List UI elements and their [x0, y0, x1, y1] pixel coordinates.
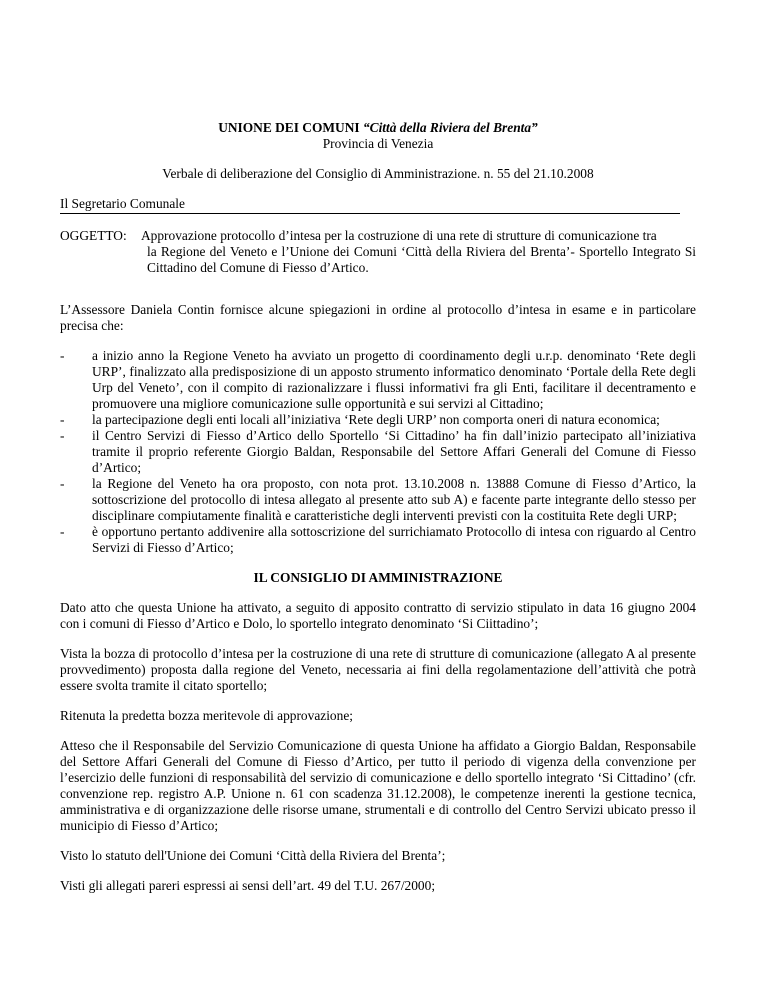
list-item: - il Centro Servizi di Fiesso d’Artico dello Sportello ‘Si Cittadino’ ha fin dall’inizio partecipato all’iniziativa tramite il proprio referente Giorgio Baldan, Responsabile del Settore Affari Generali del Comune di Fiesso d’Artico;: [60, 428, 696, 475]
verbale-line: Verbale di deliberazione del Consiglio di Amministrazione. n. 55 del 21.10.2008: [162, 166, 594, 181]
paragraph: Atteso che il Responsabile del Servizio Comunicazione di questa Unione ha affidato a Giorgio Baldan, Responsabile del Settore Affari Generali del Comune di Fiesso d’Artico, per tutto il periodo di vigenza della convenzione per l’esercizio delle funzioni di responsabilità del servizio di comunicazione e dello sportello integrato ‘Si Cittadino’ (cfr. convenzione rep. registro A.P. Unione n. 61 con scadenza 31.12.2008), le competenze inerenti la gestione tecnica, amministrativa e di organizzazione delle risorse umane, strumentali e di controllo del Centro Servizi ubicato presso il municipio di Fiesso d’Artico;: [60, 738, 696, 833]
list-item: - la Regione del Veneto ha ora proposto, con nota prot. 13.10.2008 n. 13888 Comune di Fiesso d’Artico, la sottoscrizione del protocollo di intesa allegato al presente atto sub A) e facente parte integrante dello stesso per disciplinare compiutamente finalità e caratteristiche degli interventi previsti con la costituita Rete degli URP;: [60, 476, 696, 523]
paragraph: Dato atto che questa Unione ha attivato, a seguito di apposito contratto di servizio stipulato in data 16 giugno 2004 con i comuni di Fiesso d’Artico e Dolo, lo sportello integrato denominato ‘Si Ciittadino’;: [60, 600, 696, 631]
oggetto-label: OGGETTO:: [60, 228, 127, 243]
list-item: - è opportuno pertanto addivenire alla sottoscrizione del surrichiamato Protocollo di intesa con riguardo al Centro Servizi di Fiesso d’Artico;: [60, 524, 696, 555]
oggetto-block: [60, 228, 696, 244]
points-list: [60, 348, 696, 556]
paragraph: Visto lo statuto dell'Unione dei Comuni ‘Città della Riviera del Brenta’;: [60, 848, 446, 863]
paragraph: Visti gli allegati pareri espressi ai sensi dell’art. 49 del T.U. 267/2000;: [60, 878, 436, 893]
org-subtitle: “Città della Riviera del Brenta”: [362, 120, 538, 135]
council-title: IL CONSIGLIO DI AMMINISTRAZIONE: [253, 570, 503, 585]
province: Provincia di Venezia: [322, 136, 434, 151]
oggetto-continuation: la Regione del Veneto e l’Unione dei Comuni ‘Città della Riviera del Brenta’- Sportello Integrato Si Cittadino del Comune di Fiesso d’Artico.: [147, 244, 696, 275]
paragraph: Ritenuta la predetta bozza meritevole di approvazione;: [60, 708, 353, 723]
paragraph: Vista la bozza di protocollo d’intesa per la costruzione di una rete di strutture di comunicazione (allegato A al presente provvedimento) proposta dalla regione del Veneto, necessaria ai fini della regolamentazione dell’attività che potrà essere svolta tramite il citato sportello;: [60, 646, 696, 693]
org-header: [60, 120, 696, 136]
secretary-line: Il Segretario Comunale: [60, 196, 185, 211]
document-page: [60, 120, 696, 894]
list-item: - la partecipazione degli enti locali all’iniziativa ‘Rete degli URP’ non comporta oneri di natura economica;: [60, 412, 660, 427]
list-item: - a inizio anno la Regione Veneto ha avviato un progetto di coordinamento degli u.r.p. denominato ‘Rete degli URP’, finalizzato alla predisposizione di un apposto strumento informatico denominato ‘Portale della Rete degli Urp del Veneto’, con il compito di razionalizzare i flussi informativi fra gli Enti, facilitare il decentramento e promuovere una migliore comunicazione sulle opportunità e sui servizi al Cittadino;: [60, 348, 696, 411]
oggetto-first-line: Approvazione protocollo d’intesa per la costruzione di una rete di strutture di comunicazione tra: [141, 228, 657, 243]
intro-paragraph: L’Assessore Daniela Contin fornisce alcune spiegazioni in ordine al protocollo d’intesa in esame e in particolare precisa che:: [60, 302, 696, 333]
org-name: UNIONE DEI COMUNI: [218, 120, 360, 135]
